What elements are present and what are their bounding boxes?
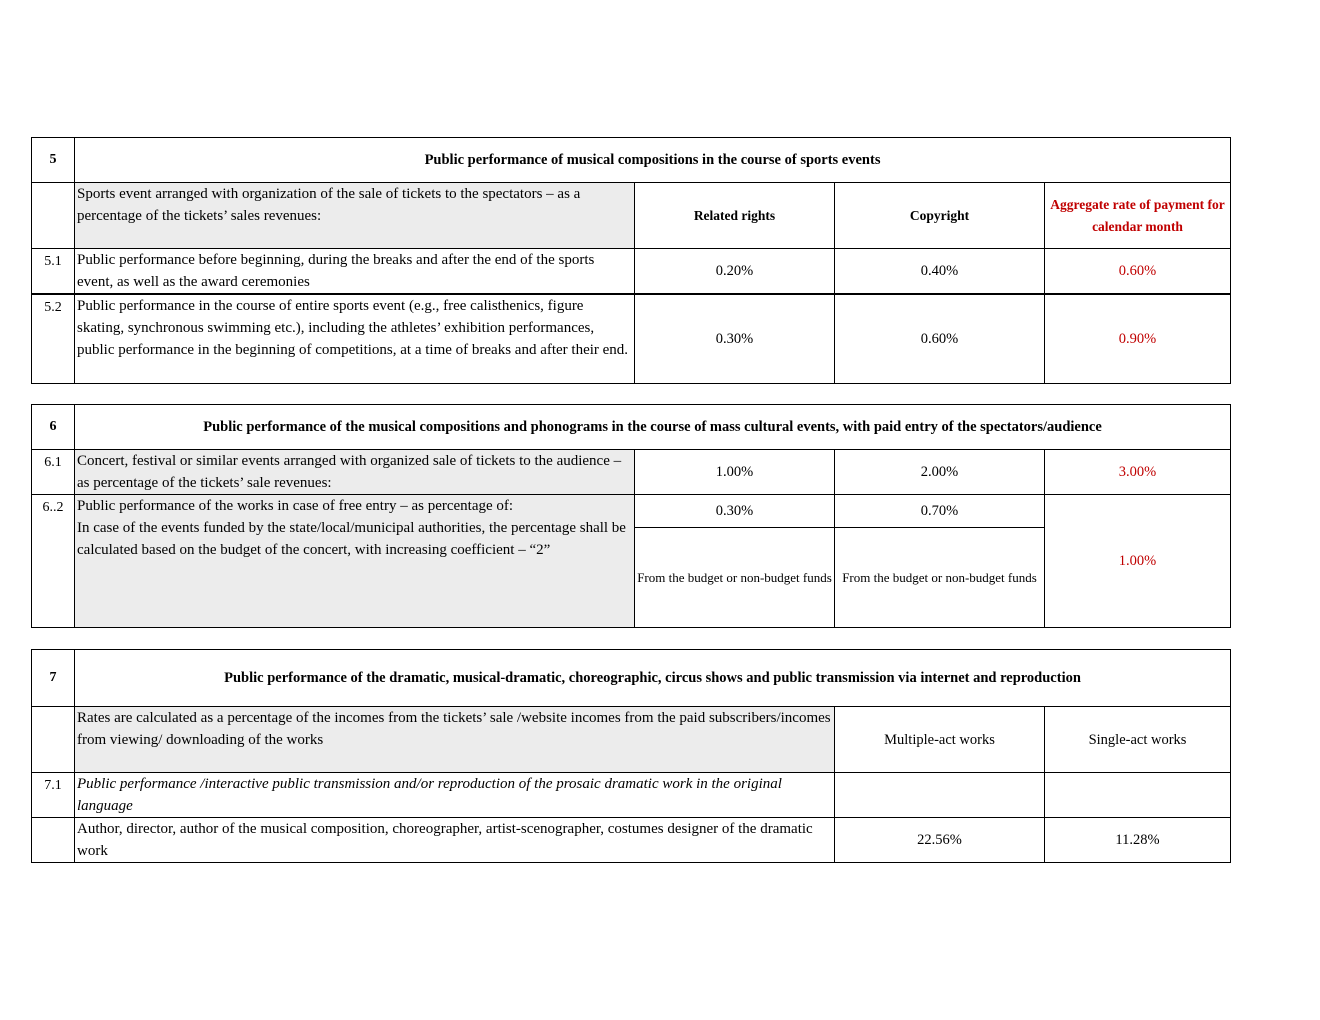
- single-act-value: 11.28%: [1045, 818, 1231, 863]
- column-header-aggregate: Aggregate rate of payment for calendar month: [1045, 183, 1231, 249]
- section-number: 7: [32, 650, 75, 707]
- section-title: Public performance of musical compositions in the course of sports events: [75, 138, 1231, 183]
- section-5-table: [31, 137, 1231, 384]
- section-number: 6: [32, 405, 75, 450]
- section-7-table: [31, 649, 1231, 863]
- aggregate-value: 1.00%: [1045, 495, 1231, 628]
- section-6-table: [31, 404, 1231, 628]
- row-description-note: In case of the events funded by the state/local/municipal authorities, the percentage shall be calculated based on the budget of the concert, with increasing coefficient – “2”: [77, 520, 626, 558]
- row-description: Public performance before beginning, during the breaks and after the end of the sports event, as well as the award ceremonies: [75, 249, 635, 295]
- copyright-value: 0.40%: [835, 249, 1045, 295]
- section-title: Public performance of the musical compositions and phonograms in the course of mass cultural events, with paid entry of the spectators/audience: [75, 405, 1231, 450]
- row-description: Author, director, author of the musical composition, choreographer, artist-scenographer, costumes designer of the dramatic work: [75, 818, 835, 863]
- copyright-value: 0.70%: [835, 495, 1045, 528]
- section-intro: Sports event arranged with organization of the sale of tickets to the spectators – as a percentage of the tickets’ sales revenues:: [75, 183, 635, 249]
- row-number: 6.1: [32, 450, 75, 495]
- section-number: 5: [32, 138, 75, 183]
- row-description-line1: Public performance of the works in case of free entry – as percentage of:: [77, 498, 514, 514]
- section-intro: Rates are calculated as a percentage of the incomes from the tickets’ sale /website incomes from the paid subscribers/incomes from viewing/ downloading of the works: [75, 707, 835, 773]
- column-header-copyright: Copyright: [835, 183, 1045, 249]
- column-header-related-rights: Related rights: [635, 183, 835, 249]
- row-description: [75, 495, 635, 628]
- related-rights-value: 1.00%: [635, 450, 835, 495]
- copyright-value: 0.60%: [835, 294, 1045, 383]
- column-header-single-act: Single-act works: [1045, 707, 1231, 773]
- aggregate-value: 0.60%: [1045, 249, 1231, 295]
- related-rights-value: 0.30%: [635, 495, 835, 528]
- copyright-value: 2.00%: [835, 450, 1045, 495]
- related-rights-value: 0.30%: [635, 294, 835, 383]
- row-description: Concert, festival or similar events arranged with organized sale of tickets to the audience – as percentage of the tickets’ sale revenues:: [75, 450, 635, 495]
- related-rights-value: 0.20%: [635, 249, 835, 295]
- row-description: Public performance /interactive public transmission and/or reproduction of the prosaic dramatic work in the original language: [75, 773, 835, 818]
- section-title: Public performance of the dramatic, musical-dramatic, choreographic, circus shows and public transmission via internet and reproduction: [75, 650, 1231, 707]
- aggregate-value: 0.90%: [1045, 294, 1231, 383]
- column-header-multiple-act: Multiple-act works: [835, 707, 1045, 773]
- row-number: 5.2: [32, 294, 75, 383]
- row-number: 7.1: [32, 773, 75, 818]
- row-description: Public performance in the course of entire sports event (e.g., free calisthenics, figure skating, synchronous swimming etc.), including the athletes’ exhibition performances, public performance in the beginning of competitions, at a time of breaks and after their end.: [75, 294, 635, 383]
- copyright-note: From the budget or non-budget funds: [835, 528, 1045, 628]
- row-number: 6..2: [32, 495, 75, 628]
- multiple-act-value: 22.56%: [835, 818, 1045, 863]
- aggregate-value: 3.00%: [1045, 450, 1231, 495]
- row-number: 5.1: [32, 249, 75, 295]
- related-rights-note: From the budget or non-budget funds: [635, 528, 835, 628]
